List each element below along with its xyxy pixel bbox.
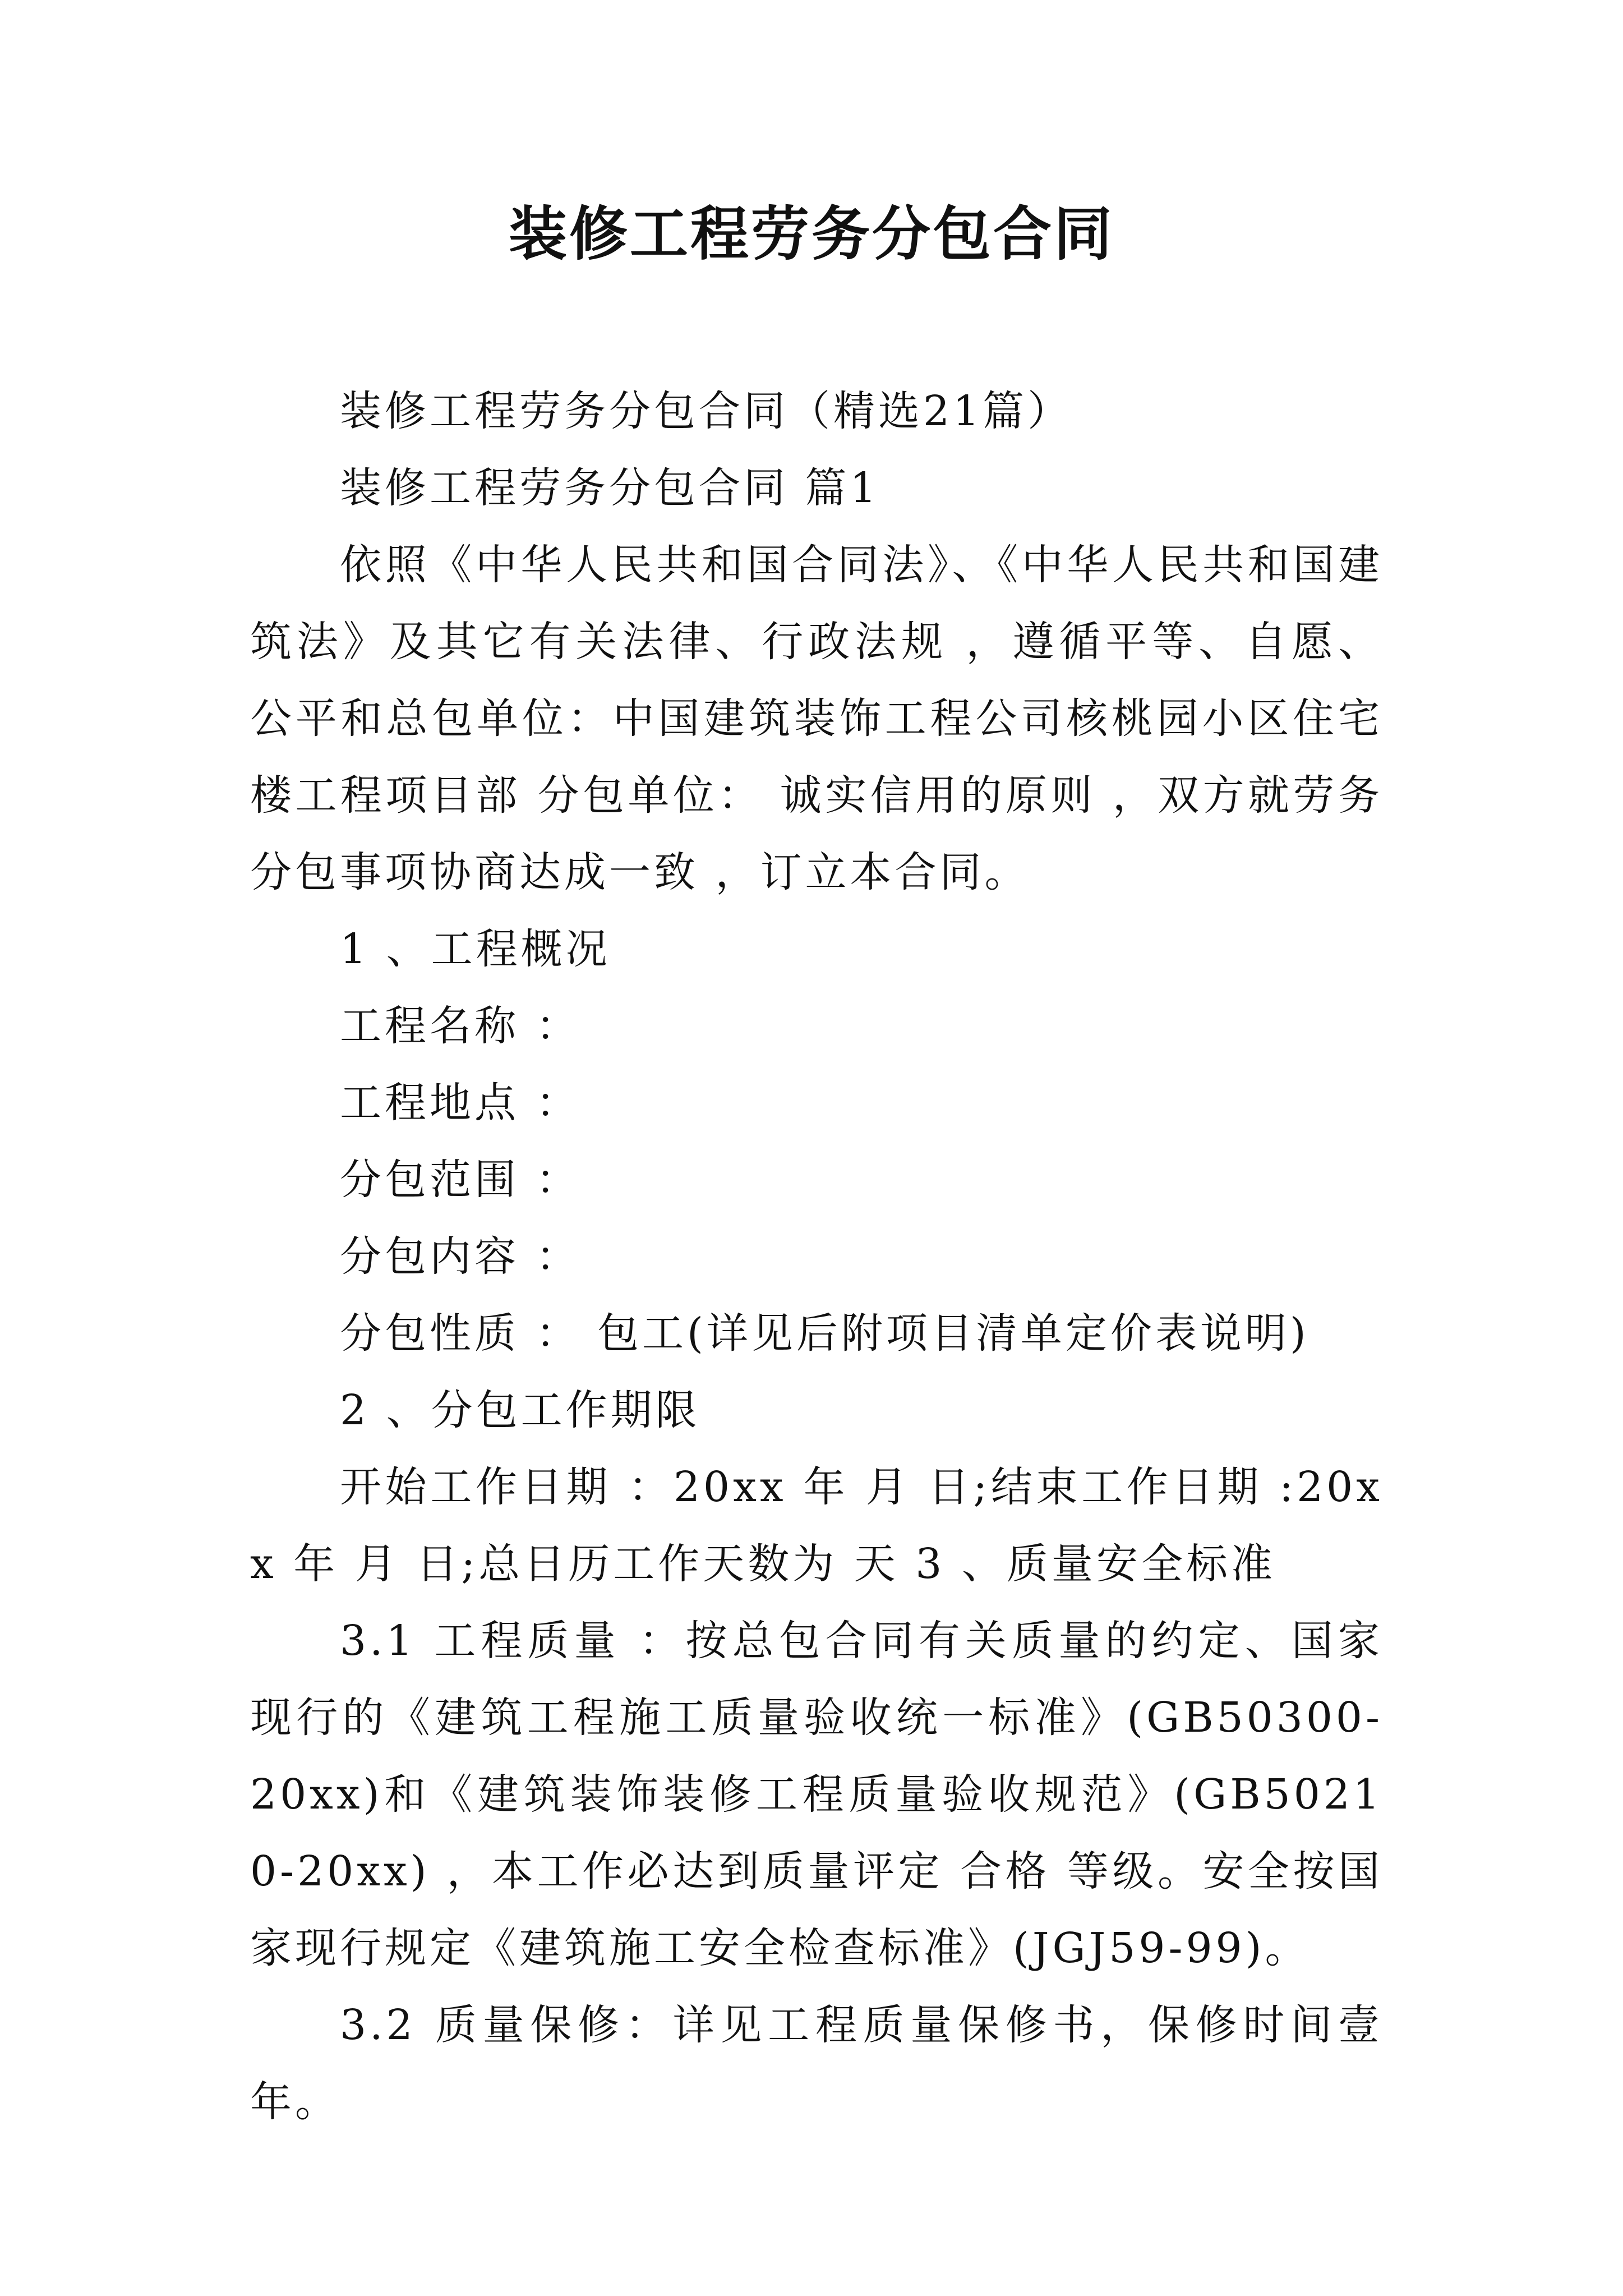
clause-1-heading: 1 、工程概况 (340, 925, 611, 973)
subtitle-line: 装修工程劳务分包合同（精选21篇） (340, 387, 1073, 435)
project-name-field: 工程名称 ： (340, 1002, 581, 1050)
subcontract-content-field: 分包内容 ： (340, 1232, 581, 1281)
preamble-paragraph: 依照《中华人民共和国合同法》、《中华人民共和国建筑法》及其它有关法律、行政法规 ，遵循平等、自愿、公平和总包单位：中国建筑装饰工程公司核桃园小区住宅楼工程项目部 分包单位： 诚实信用的原则 ，双方就劳务分包事项协商达成一致 ，订立本合同。 (250, 541, 1383, 896)
clause-2-heading: 2 、分包工作期限 (340, 1386, 700, 1434)
clause-3-1-paragraph: 3.1 工程质量 ：按总包合同有关质量的约定、国家现行的《建筑工程施工质量验收统一标准》(GB50300-20xx)和《建筑装饰装修工程质量验收规范》(GB50210-20xx) ，本工作必达到质量评定 合格 等级。安全按国家现行规定《建筑施工安全检查标准》(JGJ59-99)。 (250, 1617, 1383, 1972)
document-body (250, 373, 1383, 2141)
clause-3-2-paragraph: 3.2 质量保修：详见工程质量保修书，保修时间壹年。 (250, 2001, 1383, 2126)
project-location-field: 工程地点 ： (340, 1079, 581, 1127)
subcontract-nature-field: 分包性质 ： 包工(详见后附项目清单定价表说明) (340, 1309, 1310, 1358)
subcontract-scope-field: 分包范围 ： (340, 1156, 581, 1204)
work-period-paragraph: 开始工作日期 ：20xx 年 月 日;结束工作日期 :20xx 年 月 日;总日历工作天数为 天 3 、质量安全标准 (250, 1463, 1383, 1588)
section-heading-part1: 装修工程劳务分包合同 篇1 (340, 464, 880, 512)
document-title: 装修工程劳务分包合同 (508, 200, 1114, 268)
